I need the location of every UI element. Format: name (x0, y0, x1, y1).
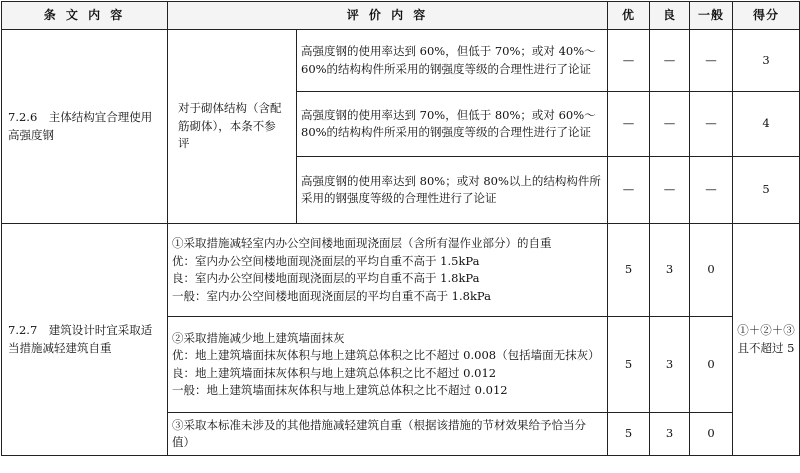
table-row (2, 224, 800, 317)
clause-727-title: 7.2.7 建筑设计时宜采取适当措施减轻建筑自重 (2, 224, 168, 456)
clause-726-row-1-score: 3 (733, 30, 800, 92)
clause-726-title: 7.2.6 主体结构宜合理使用高强度钢 (2, 30, 168, 224)
clause-726-row-3-good: — (650, 157, 690, 224)
item-2-line-1: ②采取措施减少地上建筑墙面抹灰 (172, 330, 345, 345)
item-1-line-3: 良：室内办公空间楼地面现浇面层的平均自重不高于 1.8kPa (172, 271, 480, 285)
item-1-line-1: ①采取措施减轻室内办公空间楼地面现浇面层（含所有湿作业部分）的自重 (172, 236, 552, 250)
header-evaluation: 评 价 内 容 (168, 2, 608, 30)
clause-727-total-score: ①＋②＋③且不超过 5 (733, 224, 800, 456)
clause-727-item-3 (168, 413, 608, 456)
item-1-line-2: 优：室内办公空间楼地面现浇面层的平均自重不高于 1.5kPa (172, 253, 480, 268)
clause-727-item-3-general: 0 (690, 413, 733, 456)
clause-726-row-1-text: 高强度钢的使用率达到 60%，但低于 70%；或对 40%～60%的结构构件所采用的钢强度等级的合理性进行了论证 (297, 30, 608, 92)
clause-726-row-2-general: — (690, 92, 733, 157)
clause-726-row-1-general: — (690, 30, 733, 92)
item-1-line-4: 一般：室内办公空间楼地面现浇面层的平均自重不高于 1.8kPa (172, 288, 491, 303)
header-general: 一般 (690, 2, 733, 30)
clause-726-row-3-general: — (690, 157, 733, 224)
header-excellent: 优 (608, 2, 650, 30)
item-2-line-2: 优：地上建筑墙面抹灰体积与地上建筑总体积之比不超过 0.008（包括墙面无抹灰） (172, 348, 600, 362)
clause-726-row-2-good: — (650, 92, 690, 157)
clause-726-row-1-good: — (650, 30, 690, 92)
header-score: 得分 (733, 2, 800, 30)
header-row (2, 2, 800, 30)
clause-727-item-3-excellent: 5 (608, 413, 650, 456)
clause-726-row-2-text: 高强度钢的使用率达到 70%，但低于 80%；或对 60%～80%的结构构件所采用的钢强度等级的合理性进行了论证 (297, 92, 608, 157)
header-clause: 条 文 内 容 (2, 2, 168, 30)
evaluation-table (1, 1, 800, 456)
clause-727-item-1-general: 0 (690, 224, 733, 317)
clause-727-item-1 (168, 224, 608, 317)
clause-726-note: 对于砌体结构（含配筋砌体），本条不参评 (168, 30, 297, 224)
clause-727-item-1-good: 3 (650, 224, 690, 317)
table-row (2, 30, 800, 92)
clause-727-item-1-excellent: 5 (608, 224, 650, 317)
clause-727-item-2-good: 3 (650, 317, 690, 413)
clause-726-row-2-score: 4 (733, 92, 800, 157)
header-good: 良 (650, 2, 690, 30)
clause-726-row-2-excellent: — (608, 92, 650, 157)
clause-726-row-3-score: 5 (733, 157, 800, 224)
item-3-line-1: ③采取本标准未涉及的其他措施减轻建筑自重（根据该措施的节材效果给予恰当分值） (172, 417, 586, 449)
clause-726-row-1-excellent: — (608, 30, 650, 92)
clause-727-item-2 (168, 317, 608, 413)
item-2-line-3: 良：地上建筑墙面抹灰体积与地上建筑总体积之比不超过 0.012 (172, 365, 497, 380)
item-2-line-4: 一般：地上建筑墙面抹灰体积与地上建筑总体积之比不超过 0.012 (172, 383, 508, 397)
clause-727-item-2-excellent: 5 (608, 317, 650, 413)
clause-726-row-3-excellent: — (608, 157, 650, 224)
clause-726-row-3-text: 高强度钢的使用率达到 80%；或对 80%以上的结构构件所采用的钢强度等级的合理性进行了论证 (297, 157, 608, 224)
clause-727-item-2-general: 0 (690, 317, 733, 413)
clause-727-item-3-good: 3 (650, 413, 690, 456)
